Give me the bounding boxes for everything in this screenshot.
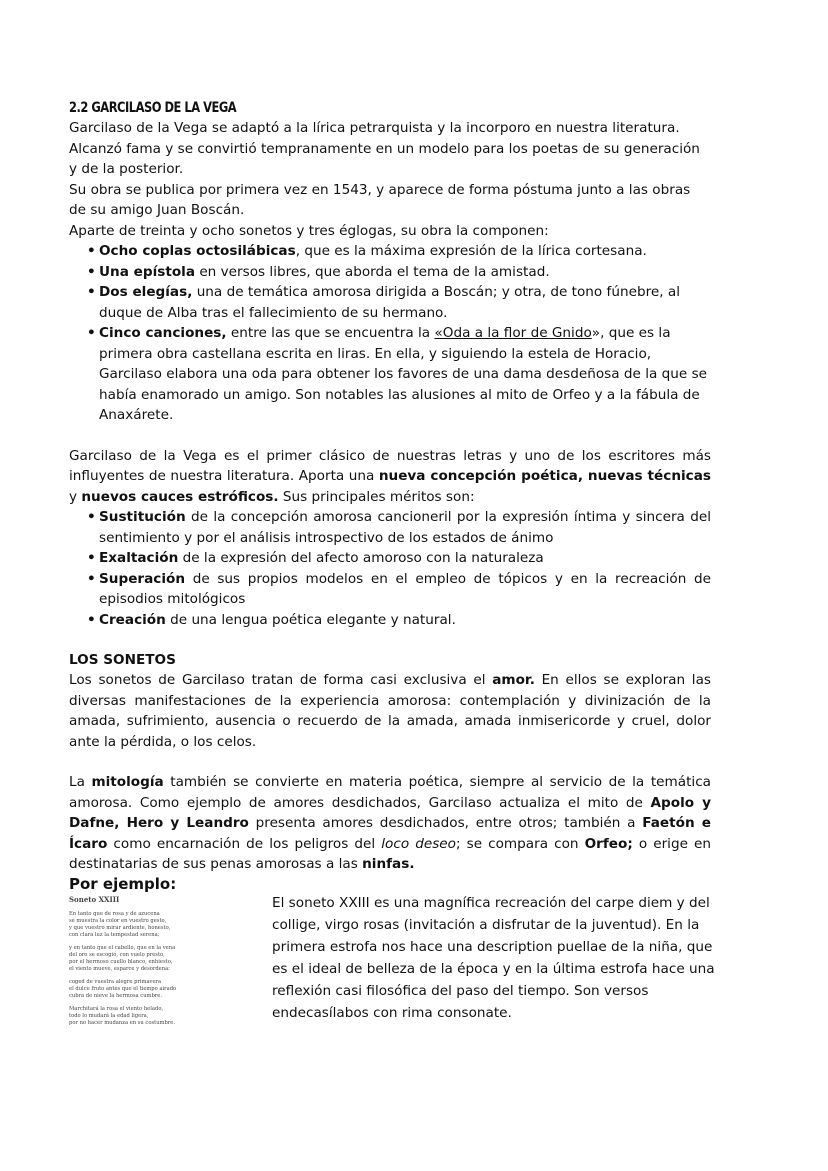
intro-paragraph-3: Aparte de treinta y ocho sonetos y tres églogas, su obra la componen: — [69, 222, 549, 239]
list-item: • Una epístola en versos libres, que aborda el tema de la amistad. — [99, 262, 711, 283]
poem-stanza: En tanto que de rosa y de azucena se muestra la color en vuestro gesto, y que vuestro mirar ardiente, honesto, con clara luz la tempestad serena; — [69, 911, 171, 938]
poem-image — [69, 895, 219, 1033]
intro-paragraph-1: Garcilaso de la Vega se adaptó a la lírica petrarquista y la incorporo en nuestra literatura. Alcanzó fama y se convirtió tempranamente en un modelo para los poetas de su generación y de la posterior. — [69, 120, 700, 177]
merits-list — [69, 507, 711, 630]
intro-block — [69, 118, 711, 875]
list-item: • Superación de sus propios modelos en el empleo de tópicos y en la recreación de episodios mitológicos — [99, 569, 711, 610]
section-title: 2.2 GARCILASO DE LA VEGA — [69, 100, 237, 116]
list-item: • Cinco canciones, entre las que se encuentra la «Oda a la flor de Gnido», que es la primera obra castellana escrita en liras. En ella, y siguiendo la estela de Horacio, Garcilaso elabora una oda para obtener los favores de una dama desdeñosa de la que se había enamorado un amigo. Son notables las alusiones al mito de Orfeo y a la fábula de Anaxárete. — [99, 323, 711, 426]
list-item: • Ocho coplas octosilábicas, que es la máxima expresión de la lírica cortesana. — [99, 241, 711, 262]
example-heading-wrap — [69, 875, 176, 893]
example-title: Por ejemplo: — [69, 875, 177, 893]
sonetos-paragraph-1: Los sonetos de Garcilaso tratan de forma casi exclusiva el amor. En ellos se exploran las diversas manifestaciones de la experiencia amorosa: contemplación y divinización de la amada, sufrimiento, ausencia o recuerdo de la amada, amada inmisericorde y cruel, dolor ante la pérdida, o los celos. — [69, 672, 711, 750]
sonnet-commentary: El soneto XXIII es una magnífica recreación del carpe diem y del collige, virgo rosas (invitación a disfrutar de la juventud). En la primera estrofa nos hace una description puellae de la niña, que es el ideal de belleza de la época y en la última estrofa hace una reflexión casi filosófica del paso del tiempo. Son versos endecasílabos con rima consonate. — [272, 895, 715, 1021]
intro-paragraph-2: Su obra se publica por primera vez en 1543, y aparece de forma póstuma junto a las obras de su amigo Juan Boscán. — [69, 181, 691, 218]
list-item: • Sustitución de la concepción amorosa cancioneril por la expresión íntima y sincera del sentimiento y por el análisis introspectivo de los estados de ánimo — [99, 507, 711, 548]
poem-title: Soneto XXIII — [69, 895, 120, 904]
poem-stanza: coged de vuestra alegre primavera el dulce fruto antes que el tiempo airado cubra de nieve la hermosa cumbre. — [69, 979, 177, 999]
list-item: • Dos elegías, una de temática amorosa dirigida a Boscán; y otra, de tono fúnebre, al duque de Alba tras el fallecimiento de su hermano. — [99, 282, 711, 323]
document-page — [69, 98, 711, 875]
list-item: • Creación de una lengua poética elegante y natural. — [99, 610, 711, 631]
oda-link[interactable]: «Oda a la flor de Gnido — [434, 325, 592, 341]
list-item: • Exaltación de la expresión del afecto amoroso con la naturaleza — [99, 548, 711, 569]
merits-intro: Garcilaso de la Vega es el primer clásico de nuestras letras y uno de los escritores más influyentes de nuestra literatura. Aporta una nueva concepción poética, nuevas técnicas y nuevos cauces estróficos. Sus principales méritos son: — [69, 447, 711, 505]
works-list — [69, 241, 711, 426]
poem-stanza: y en tanto que el cabello, que en la vena del oro se escogió, con vuelo presto, por el hermoso cuello blanco, enhiesto, el viento mueve, esparce y desordena: — [69, 945, 176, 972]
poem-stanza: Marchitará la rosa el viento helado, todo lo mudará la edad ligera, por no hacer mudanza en su costumbre. — [69, 1006, 175, 1026]
sonetos-paragraph-2: La mitología también se convierte en materia poética, siempre al servicio de la temática amorosa. Como ejemplo de amores desdichados, Garcilaso actualiza el mito de Apolo y Dafne, Hero y Leandro presenta amores desdichados, entre otros; también a Faetón e Ícaro como encarnación de los peligros del loco deseo; se compara con Orfeo; o erige en destinatarias de sus penas amorosas a las ninfas. — [69, 774, 711, 872]
sonetos-heading: LOS SONETOS — [69, 652, 176, 668]
